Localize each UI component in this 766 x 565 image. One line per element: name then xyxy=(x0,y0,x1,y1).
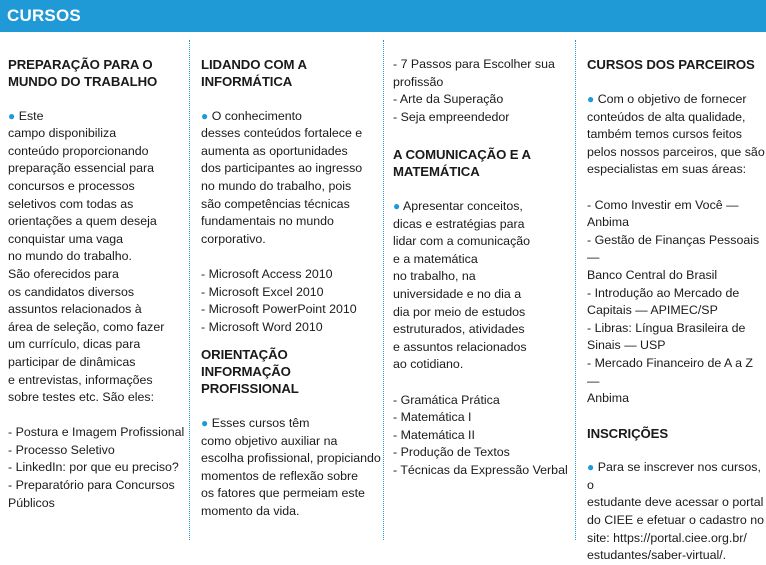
column-informatica xyxy=(201,56,381,520)
list-item: - 7 Passos para Escolher sua xyxy=(393,57,555,71)
bullet-icon: ● xyxy=(201,108,209,123)
list-item: - Libras: Língua Brasileira de xyxy=(587,320,746,335)
list-item: - Como Investir em Você — xyxy=(587,197,739,212)
bullet-icon: ● xyxy=(587,460,595,475)
list-item: - Gramática Prática xyxy=(393,392,500,407)
column-preparacao xyxy=(8,56,186,512)
list-item: - LinkedIn: por que eu preciso? xyxy=(8,460,179,475)
heading-preparacao: PREPARAÇÃO PARA O MUNDO DO TRABALHO xyxy=(8,57,158,89)
list-item: - Microsoft Excel 2010 xyxy=(201,284,324,299)
list-item: - Matemática II xyxy=(393,427,475,442)
list-item: Anbima xyxy=(587,391,630,406)
column-parceiros xyxy=(587,56,765,565)
list-comunicacao xyxy=(393,392,573,480)
column-comunicacao xyxy=(393,56,573,479)
list-item: - Microsoft Word 2010 xyxy=(201,319,323,334)
list-preparacao xyxy=(8,424,186,512)
list-item: - Microsoft Access 2010 xyxy=(201,266,333,281)
bullet-icon: ● xyxy=(587,92,595,106)
section-header xyxy=(0,0,766,32)
column-divider xyxy=(575,40,576,540)
heading-parceiros: CURSOS DOS PARCEIROS xyxy=(587,57,755,72)
bullet-icon: ● xyxy=(393,198,401,213)
list-item: - Matemática I xyxy=(393,410,472,425)
list-item: Públicos xyxy=(8,495,55,510)
body-parceiros: ● Com o objetivo de fornecer conteúdos de alta qualidade, também temos cursos feitos pelos nossos parceiros, que são especialistas em suas áreas: xyxy=(587,92,765,177)
list-item: Capitais — APIMEC/SP xyxy=(587,303,718,318)
bullet-icon: ● xyxy=(8,108,16,123)
list-informatica xyxy=(201,266,381,336)
heading-informatica: LIDANDO COM A INFORMÁTICA xyxy=(201,57,307,89)
portal-link[interactable]: site: https://portal.ciee.org.br/ xyxy=(587,530,747,545)
column-divider xyxy=(189,40,190,540)
list-item: - Processo Seletivo xyxy=(8,442,115,457)
body-comunicacao: ● Apresentar conceitos, dicas e estratégias para lidar com a comunicação e a matemática no trabalho, na universidade e no dia a dia por meio de estudos estruturados, atividades e assuntos relacionados ao cotidiano. xyxy=(393,198,531,372)
list-item: - Seja empreendedor xyxy=(393,109,510,124)
list-item: - Preparatório para Concursos xyxy=(8,478,175,493)
body-orientacao: ● Esses cursos têm como objetivo auxiliar na escolha profissional, propiciando momentos de reflexão sobre os fatores que permeiam este momento da vida. xyxy=(201,415,381,518)
heading-comunicacao: A COMUNICAÇÃO E A MATEMÁTICA xyxy=(393,147,531,180)
list-item: - Arte da Superação xyxy=(393,92,504,107)
list-item: - Introdução ao Mercado de xyxy=(587,285,740,300)
body-informatica: ● O conhecimento desses conteúdos fortalece e aumenta as oportunidades dos participantes ao ingresso no mundo do trabalho, pois são competências técnicas fundamentais no mundo corporativo. xyxy=(201,108,363,246)
list-item: - Produção de Textos xyxy=(393,445,510,460)
column-divider xyxy=(383,40,384,540)
section-title: CURSOS xyxy=(7,6,81,25)
list-item: - Microsoft PowerPoint 2010 xyxy=(201,302,357,317)
heading-orientacao: ORIENTAÇÃO INFORMAÇÃO PROFISSIONAL xyxy=(201,347,299,397)
list-item: Banco Central do Brasil xyxy=(587,267,718,282)
portal-link[interactable]: estudantes/saber-virtual/. xyxy=(587,548,727,563)
list-item: profissão xyxy=(393,74,444,89)
list-item: Sinais — USP xyxy=(587,338,666,353)
list-item: Anbima xyxy=(587,215,630,230)
bullet-icon: ● xyxy=(201,415,209,430)
list-item: - Mercado Financeiro de A a Z — xyxy=(587,355,753,388)
body-preparacao: ● Este campo disponibiliza conteúdo proporcionando preparação essencial para concursos e processos seletivos com todas as orientações a quem deseja conquistar uma vaga no mundo do trabalho. São oferecidos para os candidatos diversos assuntos relacionados à área de seleção, como fazer um currículo, dicas para participar de dinâmicas e entrevistas, informações sobre testes etc. São eles: xyxy=(8,108,165,405)
list-item: - Postura e Imagem Profissional xyxy=(8,425,185,440)
heading-inscricoes: INSCRIÇÕES xyxy=(587,425,669,441)
list-orientacao xyxy=(393,56,573,126)
list-item: - Gestão de Finanças Pessoais — xyxy=(587,232,760,265)
list-parceiros xyxy=(587,197,765,408)
body-inscricoes: ● Para se inscrever nos cursos, o estudante deve acessar o portal do CIEE e efetuar o cadastro no site: https://portal.ciee.org.br/ estudantes/saber-virtual/. xyxy=(587,460,765,563)
list-item: - Técnicas da Expressão Verbal xyxy=(393,462,568,477)
